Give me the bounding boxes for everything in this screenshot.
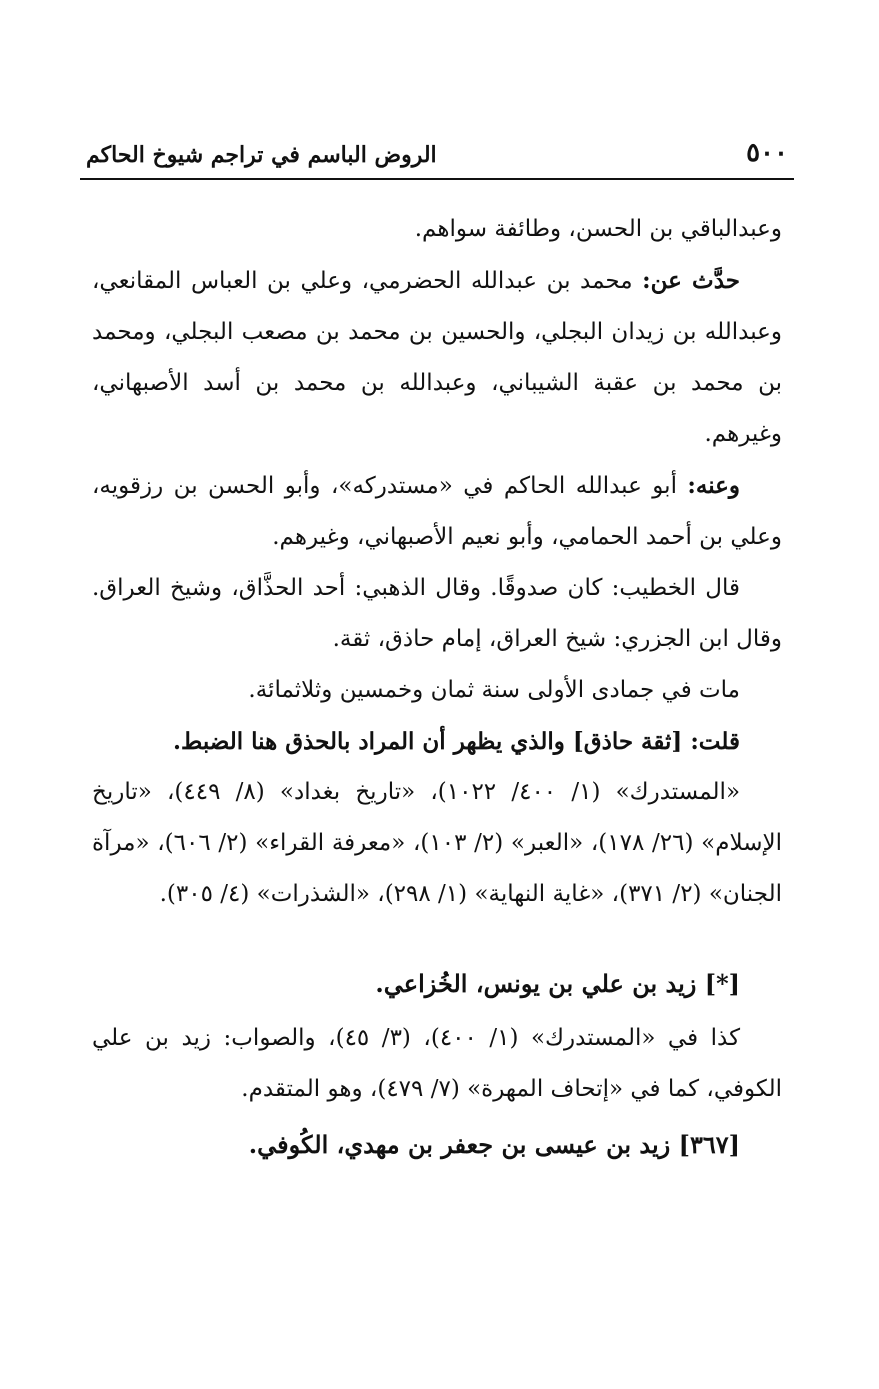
death-date-paragraph: مات في جمادى الأولى سنة ثمان وخمسين وثلاثمائة. [248,677,740,703]
page-number: ٥٠٠ [746,138,788,168]
author-verdict-paragraph: قلت: [ثقة حاذق] والذي يظهر أن المراد بالحذق هنا الضبط. [172,728,740,755]
narrated-from-label: حدَّث عن: [642,267,740,294]
running-title: الروض الباسم في تراجم شيوخ الحاكم [86,142,437,168]
paragraph-continuation: وعبدالباقي بن الحسن، وطائفة سواهم. [414,216,782,242]
sources-paragraph: «المستدرك» (١/ ٤٠٠/ ١٠٢٢)، «تاريخ بغداد» (٨/ ٤٤٩)، «تاريخ الإسلام» (٢٦/ ١٧٨)، «العبر» (٢/ ١٠٣)، «معرفة القراء» (٢/ ٦٠٦)، «مرآة الجنان» (٢/ ٣٧١)، «غاية النهاية» (١/ ٢٩٨)، «الشذرات» (٤/ ٣٠٥). [92,779,782,907]
narrated-from-text: محمد بن عبدالله الحضرمي، وعلي بن العباس المقانعي، وعبدالله بن زيدان البجلي، والحسين بن محمد بن مصعب البجلي، ومحمد بن محمد بن عقبة الشيباني، وعبدالله بن محمد بن أسد الأصبهاني، وغيرهم. [92,268,782,447]
entry-heading: [*] زيد بن علي بن يونس، الخُزاعي. [375,969,740,998]
narrators-paragraph [92,460,782,563]
narrated-from-paragraph [92,255,782,460]
main-text [92,204,782,1170]
entry-heading-367: [٣٦٧] زيد بن عيسى بن جعفر بن مهدي، الكُوفي. [248,1130,740,1159]
narrators-text: أبو عبدالله الحاكم في «مستدركه»، وأبو الحسن بن رزقويه، وعلي بن أحمد الحمامي، وأبو نعيم الأصبهاني، وغيرهم. [92,473,782,550]
page-header [80,138,794,180]
scholar-opinions-paragraph: قال الخطيب: كان صدوقًا. وقال الذهبي: أحد الحذَّاق، وشيخ العراق. وقال ابن الجزري: شيخ العراق، إمام حاذق، ثقة. [92,575,782,652]
narrators-label: وعنه: [687,472,740,499]
entry-note-paragraph: كذا في «المستدرك» (١/ ٤٠٠)، (٣/ ٤٥)، والصواب: زيد بن علي الكوفي، كما في «إتحاف المهرة» (٧/ ٤٧٩)، وهو المتقدم. [92,1025,782,1102]
